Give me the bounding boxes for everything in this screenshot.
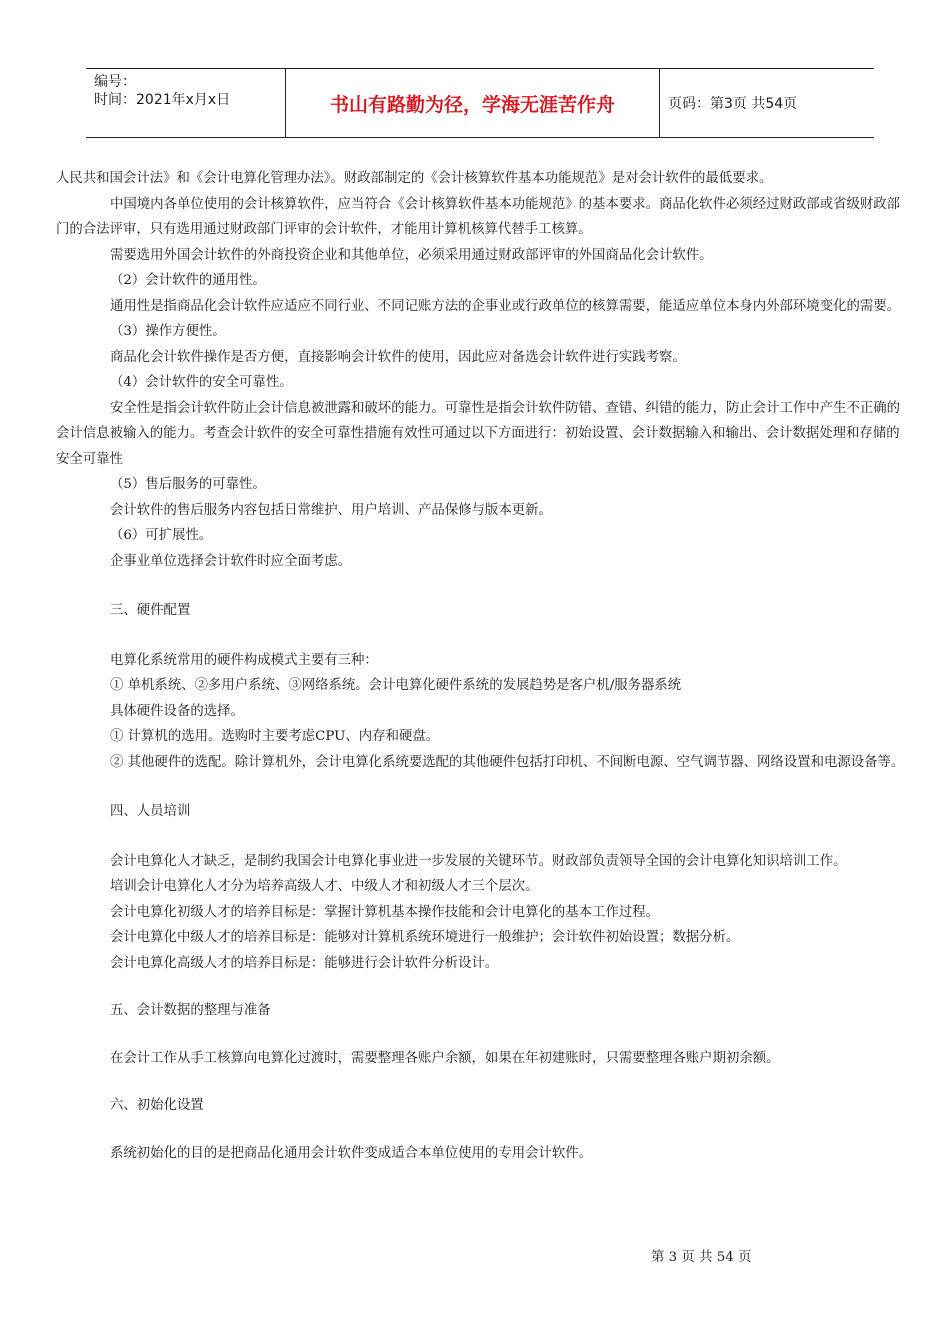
header-page-label: 页码：第3页 共54页 (668, 96, 798, 112)
paragraph: （3）操作方便性。 (110, 324, 226, 339)
paragraph: 人民共和国会计法》和《会计电算化管理办法》。财政部制定的《会计核算软件基本功能规范》是对会计软件的最低要求。 (56, 171, 773, 186)
paragraph: 系统初始化的目的是把商品化通用会计软件变成适合本单位使用的专用会计软件。 (110, 1145, 593, 1161)
paragraph: （5）售后服务的可靠性。 (110, 477, 266, 492)
section-heading: 四、人员培训 (110, 804, 191, 819)
paragraph: ① 单机系统、②多用户系统、③网络系统。会计电算化硬件系统的发展趋势是客户机/服务器系统 (110, 678, 682, 693)
paragraph: 会计电算化中级人才的培养目标是：能够对计算机系统环境进行一般维护；会计软件初始设置；数据分析。 (110, 930, 740, 945)
paragraph: （4）会计软件的安全可靠性。 (110, 375, 293, 390)
paragraph: 企事业单位选择会计软件时应全面考虑。 (110, 553, 352, 569)
paragraph: 在会计工作从手工核算向电算化过渡时，需要整理各账户余额，如果在年初建账时，只需要整理各账户期初余额。 (110, 1050, 780, 1066)
header-motto: 书山有路勤为径，学海无涯苦作舟 (286, 69, 660, 137)
paragraph: 会计软件的售后服务内容包括日常维护、用户培训、产品保修与版本更新。 (110, 502, 552, 518)
header-info (86, 69, 286, 137)
paragraph: （2）会计软件的通用性。 (110, 273, 266, 288)
paragraph: ② 其他硬件的选配。除计算机外，会计电算化系统要选配的其他硬件包括打印机、不间断电源、空气调节器、网络设置和电源设备等。 (110, 754, 905, 770)
time-label: 时间：2021年x月x日 (94, 92, 231, 108)
paragraph: 会计电算化高级人才的培养目标是：能够进行会计软件分析设计。 (110, 955, 499, 971)
paragraph: 会计电算化初级人才的培养目标是：掌握计算机基本操作技能和会计电算化的基本工作过程。 (110, 904, 660, 920)
paragraph: 中国境内各单位使用的会计核算软件，应当符合《会计核算软件基本功能规范》的基本要求。商品化软件必须经过财政部或省级财政部门的合法评审，只有选用通过财政部门评审的会计软件，才能用计算机核算代替手工核算。 (56, 196, 901, 237)
paragraph: （6）可扩展性。 (110, 528, 213, 543)
paragraph: 培训会计电算化人才分为培养高级人才、中级人才和初级人才三个层次。 (110, 879, 539, 894)
paragraph: 会计电算化人才缺乏，是制约我国会计电算化事业进一步发展的关键环节。财政部负责领导全国的会计电算化知识培训工作。 (110, 853, 847, 869)
paragraph: 具体硬件设备的选择。 (110, 703, 244, 719)
paragraph: 通用性是指商品化会计软件应适应不同行业、不同记账方法的企事业或行政单位的核算需要，能适应单位本身内外部环境变化的需要。 (110, 298, 901, 314)
section-heading: 六、初始化设置 (110, 1098, 204, 1113)
section-heading: 五、会计数据的整理与准备 (110, 1003, 271, 1018)
paragraph: 商品化会计软件操作是否方便，直接影响会计软件的使用，因此应对备选会计软件进行实践考察。 (110, 349, 686, 365)
document-body (56, 166, 908, 1166)
paragraph: ① 计算机的选用。选购时主要考虑CPU、内存和硬盘。 (110, 729, 440, 744)
section-heading: 三、硬件配置 (110, 603, 191, 618)
paragraph: 安全性是指会计软件防止会计信息被泄露和破坏的能力。可靠性是指会计软件防错、查错、纠错的能力，防止会计工作中产生不正确的会计信息被输入的能力。考查会计软件的安全可靠性措施有效性可通过以下方面进行：初始设置、会计数据输入和输出、会计数据处理和存储的安全可靠性 (56, 400, 901, 467)
page-header (86, 68, 874, 138)
page-footer: 第 3 页 共 54 页 (651, 1250, 752, 1265)
number-label: 编号： (94, 74, 136, 90)
paragraph: 电算化系统常用的硬件构成模式主要有三种： (110, 652, 378, 668)
paragraph: 需要选用外国会计软件的外商投资企业和其他单位，必须采用通过财政部评审的外国商品化会计软件。 (110, 247, 713, 263)
